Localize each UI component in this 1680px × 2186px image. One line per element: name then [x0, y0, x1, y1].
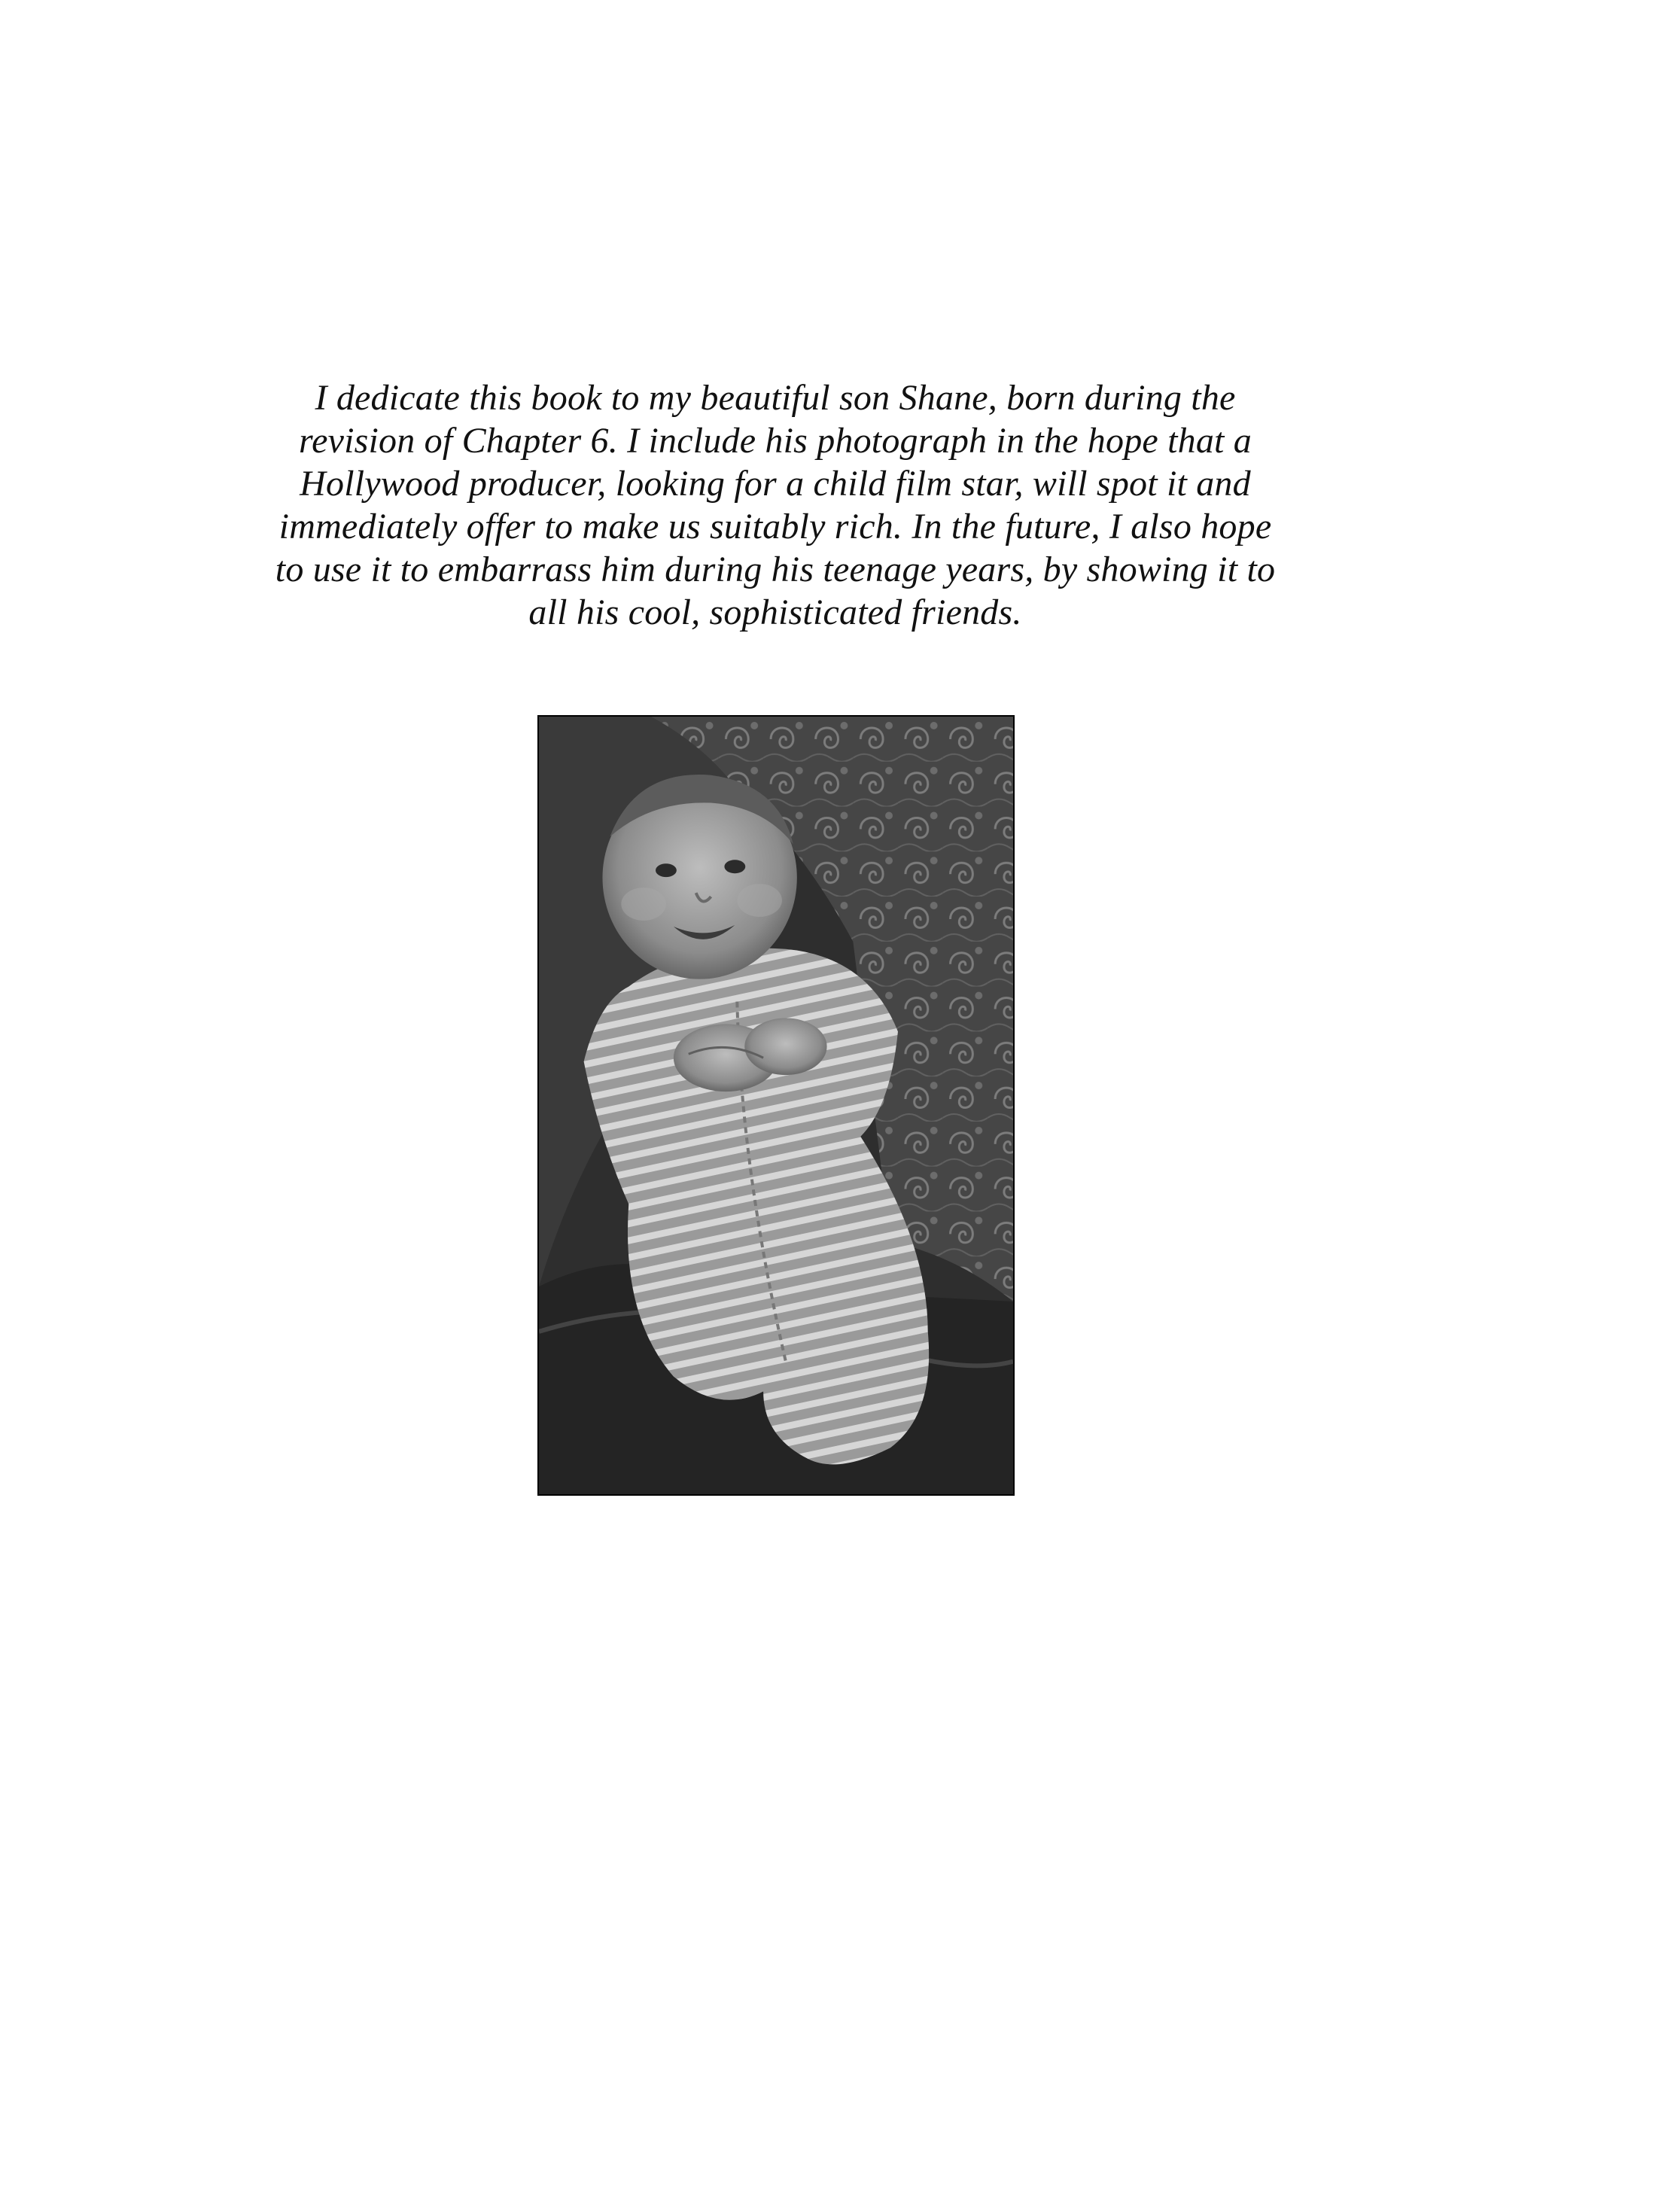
- baby-photo-illustration: [539, 717, 1013, 1494]
- dedication-text: [226, 376, 1325, 634]
- dedication-line: immediately offer to make us suitably rich. In the future, I also hope: [278, 507, 1272, 546]
- dedication-line: I dedicate this book to my beautiful son Shane, born during the: [315, 378, 1236, 418]
- dedication-line: all his cool, sophisticated friends.: [528, 592, 1022, 632]
- dedication-line: revision of Chapter 6. I include his photograph in the hope that a: [299, 421, 1252, 461]
- dedication-line: Hollywood producer, looking for a child film star, will spot it and: [300, 464, 1251, 504]
- baby-photo: [537, 715, 1015, 1496]
- dedication-line: to use it to embarrass him during his teenage years, by showing it to: [275, 550, 1276, 589]
